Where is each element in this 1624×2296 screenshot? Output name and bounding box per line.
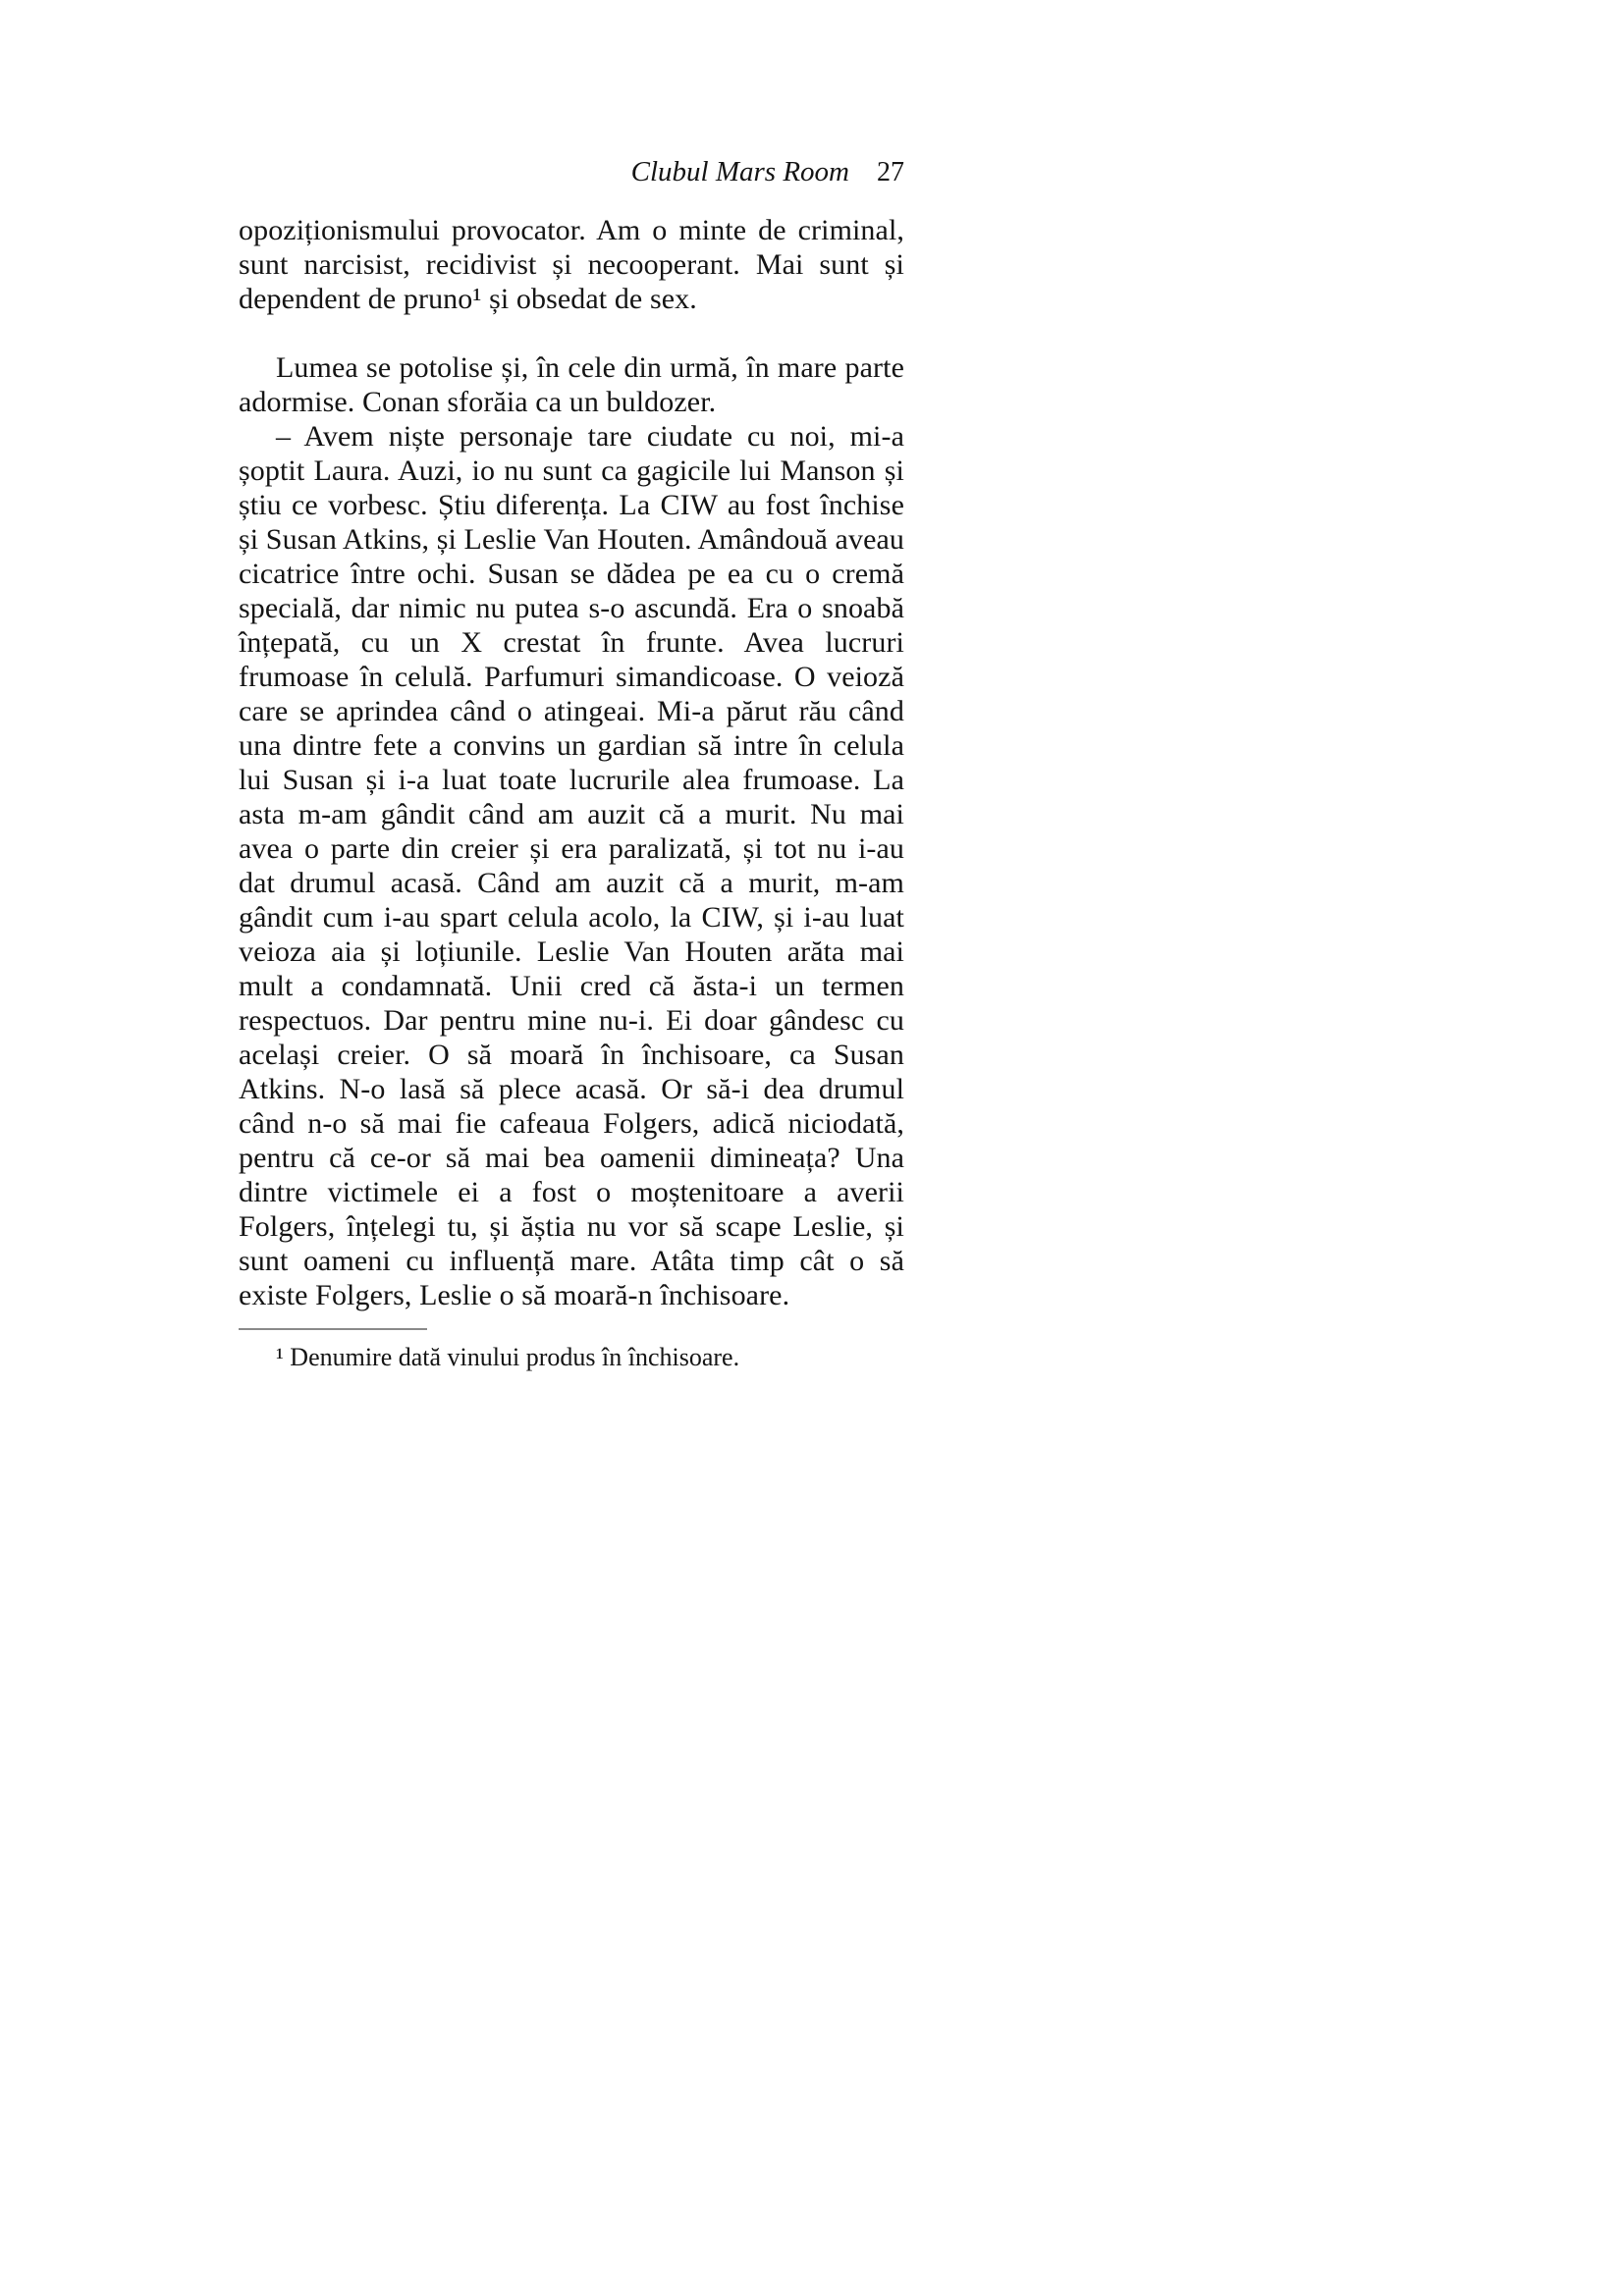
footnote-separator-rule [239, 1328, 427, 1330]
paragraph-3: – Avem niște personaje tare ciudate cu noi, mi-a șoptit Laura. Auzi, io nu sunt ca gagicile lui Manson și știu ce vorbesc. Știu diferența. La CIW au fost închise și Susan Atkins, și Leslie Van Houten. Amândouă aveau cicatrice între ochi. Susan se dădea pe ea cu o cremă specială, dar nimic nu putea s-o ascundă. Era o snoabă înțepată, cu un X crestat în frunte. Avea lucruri frumoase în celulă. Parfumuri simandicoase. O veioză care se aprindea când o atingeai. Mi-a părut rău când una dintre fete a convins un gardian să intre în celula lui Susan și i-a luat toate lucrurile alea frumoase. La asta m-am gândit când am auzit că a murit. Nu mai avea o parte din creier și era paralizată, și tot nu i-au dat drumul acasă. Când am auzit că a murit, m-am gândit cum i-au spart celula acolo, la CIW, și i-au luat veioza aia și loțiunile. Leslie Van Houten arăta mai mult a condamnată. Unii cred că ăsta-i un termen respectuos. Dar pentru mine nu-i. Ei doar gândesc cu același creier. O să moară în închisoare, ca Susan Atkins. N-o lasă să plece acasă. Or să-i dea drumul când n-o să mai fie cafeaua Folgers, adică niciodată, pentru că ce-or să mai bea oamenii dimineața? Una dintre victimele ei a fost o moștenitoare a averii Folgers, înțelegi tu, și ăștia nu vor să scape Leslie, și sunt oameni cu influență mare. Atâta timp cât o să existe Folgers, Leslie o să moară-n închisoare. [239, 420, 904, 1311]
footnote-area [239, 1328, 904, 1372]
running-title: Clubul Mars Room [630, 156, 849, 187]
paragraph-2: Lumea se potolise și, în cele din urmă, în mare parte adormise. Conan sforăia ca un buldozer. [239, 351, 904, 418]
body-text [239, 213, 904, 1312]
page-number: 27 [877, 157, 904, 187]
footnote-text: ¹ Denumire dată vinului produs în închisoare. [276, 1343, 740, 1371]
paragraph-1: opoziționismului provocator. Am o minte de criminal, sunt narcisist, recidivist și necooperant. Mai sunt și dependent de pruno¹ și obsedat de sex. [239, 214, 904, 315]
text-column [239, 155, 904, 1372]
running-header [239, 155, 904, 189]
